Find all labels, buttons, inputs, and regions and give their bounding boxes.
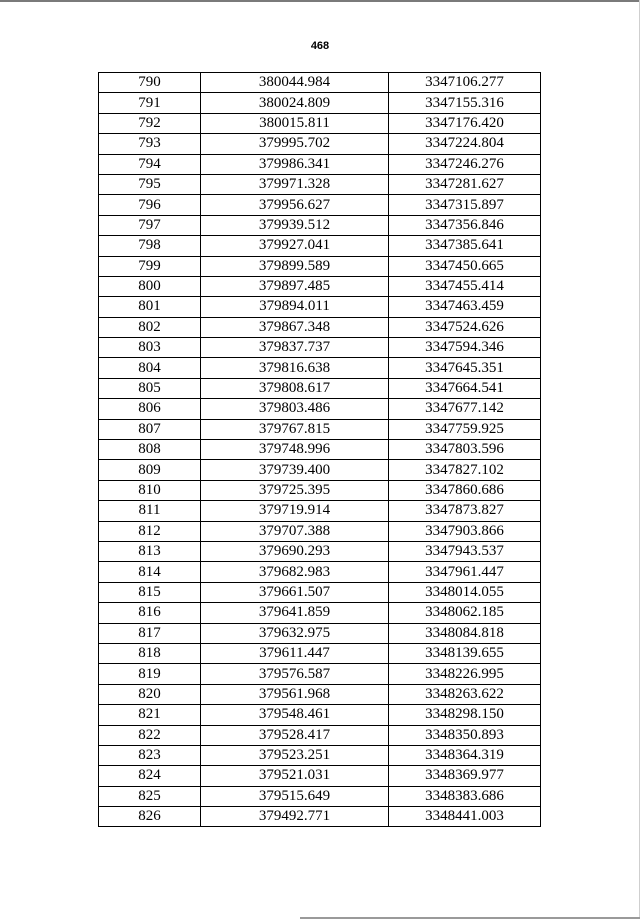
x-coordinate-cell: 379939.512 xyxy=(201,215,389,235)
point-number-cell: 795 xyxy=(99,174,201,194)
y-coordinate-cell: 3347645.351 xyxy=(389,358,541,378)
table-row xyxy=(99,215,541,235)
table-row xyxy=(99,643,541,663)
y-coordinate-cell: 3348364.319 xyxy=(389,745,541,765)
y-coordinate-cell: 3347827.102 xyxy=(389,460,541,480)
x-coordinate-cell: 380044.984 xyxy=(201,73,389,93)
table-row xyxy=(99,440,541,460)
point-number-cell: 826 xyxy=(99,807,201,827)
x-coordinate-cell: 379867.348 xyxy=(201,317,389,337)
y-coordinate-cell: 3347281.627 xyxy=(389,174,541,194)
y-coordinate-cell: 3347860.686 xyxy=(389,480,541,500)
point-number-cell: 791 xyxy=(99,93,201,113)
y-coordinate-cell: 3348084.818 xyxy=(389,623,541,643)
point-number-cell: 798 xyxy=(99,236,201,256)
x-coordinate-cell: 379808.617 xyxy=(201,378,389,398)
point-number-cell: 821 xyxy=(99,705,201,725)
y-coordinate-cell: 3348369.977 xyxy=(389,766,541,786)
coordinate-table xyxy=(98,72,541,827)
y-coordinate-cell: 3348350.893 xyxy=(389,725,541,745)
x-coordinate-cell: 379682.983 xyxy=(201,562,389,582)
x-coordinate-cell: 379956.627 xyxy=(201,195,389,215)
y-coordinate-cell: 3347356.846 xyxy=(389,215,541,235)
y-coordinate-cell: 3348263.622 xyxy=(389,684,541,704)
point-number-cell: 801 xyxy=(99,297,201,317)
table-row xyxy=(99,297,541,317)
coordinate-table-body xyxy=(99,73,541,827)
table-row xyxy=(99,623,541,643)
x-coordinate-cell: 379576.587 xyxy=(201,664,389,684)
table-row xyxy=(99,582,541,602)
point-number-cell: 799 xyxy=(99,256,201,276)
point-number-cell: 807 xyxy=(99,419,201,439)
table-row xyxy=(99,317,541,337)
table-row xyxy=(99,419,541,439)
y-coordinate-cell: 3347106.277 xyxy=(389,73,541,93)
table-row xyxy=(99,521,541,541)
table-row xyxy=(99,113,541,133)
table-row xyxy=(99,541,541,561)
point-number-cell: 805 xyxy=(99,378,201,398)
x-coordinate-cell: 379719.914 xyxy=(201,501,389,521)
point-number-cell: 803 xyxy=(99,338,201,358)
x-coordinate-cell: 379837.737 xyxy=(201,338,389,358)
table-row xyxy=(99,256,541,276)
point-number-cell: 796 xyxy=(99,195,201,215)
page-number: 468 xyxy=(310,40,330,52)
table-row xyxy=(99,705,541,725)
point-number-cell: 790 xyxy=(99,73,201,93)
table-row xyxy=(99,460,541,480)
y-coordinate-cell: 3347903.866 xyxy=(389,521,541,541)
table-row xyxy=(99,562,541,582)
x-coordinate-cell: 380015.811 xyxy=(201,113,389,133)
x-coordinate-cell: 379641.859 xyxy=(201,603,389,623)
y-coordinate-cell: 3347677.142 xyxy=(389,399,541,419)
point-number-cell: 812 xyxy=(99,521,201,541)
y-coordinate-cell: 3347803.596 xyxy=(389,440,541,460)
point-number-cell: 804 xyxy=(99,358,201,378)
x-coordinate-cell: 380024.809 xyxy=(201,93,389,113)
y-coordinate-cell: 3348298.150 xyxy=(389,705,541,725)
table-row xyxy=(99,684,541,704)
x-coordinate-cell: 379986.341 xyxy=(201,154,389,174)
point-number-cell: 800 xyxy=(99,276,201,296)
x-coordinate-cell: 379528.417 xyxy=(201,725,389,745)
point-number-cell: 810 xyxy=(99,480,201,500)
point-number-cell: 811 xyxy=(99,501,201,521)
point-number-cell: 794 xyxy=(99,154,201,174)
x-coordinate-cell: 379767.815 xyxy=(201,419,389,439)
x-coordinate-cell: 379894.011 xyxy=(201,297,389,317)
point-number-cell: 793 xyxy=(99,134,201,154)
table-row xyxy=(99,195,541,215)
table-row xyxy=(99,174,541,194)
y-coordinate-cell: 3348226.995 xyxy=(389,664,541,684)
table-row xyxy=(99,236,541,256)
point-number-cell: 806 xyxy=(99,399,201,419)
y-coordinate-cell: 3348383.686 xyxy=(389,786,541,806)
point-number-cell: 802 xyxy=(99,317,201,337)
table-row xyxy=(99,786,541,806)
y-coordinate-cell: 3347155.316 xyxy=(389,93,541,113)
x-coordinate-cell: 379995.702 xyxy=(201,134,389,154)
table-row xyxy=(99,73,541,93)
table-row xyxy=(99,338,541,358)
x-coordinate-cell: 379521.031 xyxy=(201,766,389,786)
y-coordinate-cell: 3348139.655 xyxy=(389,643,541,663)
point-number-cell: 814 xyxy=(99,562,201,582)
table-row xyxy=(99,480,541,500)
table-row xyxy=(99,134,541,154)
y-coordinate-cell: 3347873.827 xyxy=(389,501,541,521)
x-coordinate-cell: 379515.649 xyxy=(201,786,389,806)
table-row xyxy=(99,276,541,296)
point-number-cell: 824 xyxy=(99,766,201,786)
x-coordinate-cell: 379561.968 xyxy=(201,684,389,704)
x-coordinate-cell: 379971.328 xyxy=(201,174,389,194)
point-number-cell: 815 xyxy=(99,582,201,602)
point-number-cell: 823 xyxy=(99,745,201,765)
point-number-cell: 820 xyxy=(99,684,201,704)
y-coordinate-cell: 3347455.414 xyxy=(389,276,541,296)
point-number-cell: 808 xyxy=(99,440,201,460)
table-row xyxy=(99,664,541,684)
point-number-cell: 817 xyxy=(99,623,201,643)
table-row xyxy=(99,603,541,623)
x-coordinate-cell: 379707.388 xyxy=(201,521,389,541)
table-row xyxy=(99,745,541,765)
point-number-cell: 822 xyxy=(99,725,201,745)
point-number-cell: 792 xyxy=(99,113,201,133)
y-coordinate-cell: 3348062.185 xyxy=(389,603,541,623)
point-number-cell: 816 xyxy=(99,603,201,623)
x-coordinate-cell: 379611.447 xyxy=(201,643,389,663)
table-row xyxy=(99,501,541,521)
x-coordinate-cell: 379803.486 xyxy=(201,399,389,419)
y-coordinate-cell: 3348441.003 xyxy=(389,807,541,827)
table-row xyxy=(99,725,541,745)
x-coordinate-cell: 379816.638 xyxy=(201,358,389,378)
scan-edge-top xyxy=(0,0,640,2)
x-coordinate-cell: 379897.485 xyxy=(201,276,389,296)
table-row xyxy=(99,93,541,113)
x-coordinate-cell: 379725.395 xyxy=(201,480,389,500)
y-coordinate-cell: 3347224.804 xyxy=(389,134,541,154)
x-coordinate-cell: 379690.293 xyxy=(201,541,389,561)
x-coordinate-cell: 379739.400 xyxy=(201,460,389,480)
x-coordinate-cell: 379899.589 xyxy=(201,256,389,276)
x-coordinate-cell: 379661.507 xyxy=(201,582,389,602)
table-row xyxy=(99,358,541,378)
point-number-cell: 818 xyxy=(99,643,201,663)
y-coordinate-cell: 3347961.447 xyxy=(389,562,541,582)
table-row xyxy=(99,154,541,174)
x-coordinate-cell: 379548.461 xyxy=(201,705,389,725)
y-coordinate-cell: 3347463.459 xyxy=(389,297,541,317)
point-number-cell: 819 xyxy=(99,664,201,684)
y-coordinate-cell: 3347176.420 xyxy=(389,113,541,133)
y-coordinate-cell: 3347315.897 xyxy=(389,195,541,215)
y-coordinate-cell: 3347664.541 xyxy=(389,378,541,398)
x-coordinate-cell: 379748.996 xyxy=(201,440,389,460)
point-number-cell: 813 xyxy=(99,541,201,561)
y-coordinate-cell: 3347385.641 xyxy=(389,236,541,256)
x-coordinate-cell: 379523.251 xyxy=(201,745,389,765)
y-coordinate-cell: 3347594.346 xyxy=(389,338,541,358)
table-row xyxy=(99,766,541,786)
table-row xyxy=(99,378,541,398)
x-coordinate-cell: 379927.041 xyxy=(201,236,389,256)
table-row xyxy=(99,399,541,419)
y-coordinate-cell: 3347450.665 xyxy=(389,256,541,276)
y-coordinate-cell: 3348014.055 xyxy=(389,582,541,602)
table-row xyxy=(99,807,541,827)
x-coordinate-cell: 379632.975 xyxy=(201,623,389,643)
y-coordinate-cell: 3347246.276 xyxy=(389,154,541,174)
x-coordinate-cell: 379492.771 xyxy=(201,807,389,827)
point-number-cell: 809 xyxy=(99,460,201,480)
y-coordinate-cell: 3347759.925 xyxy=(389,419,541,439)
point-number-cell: 797 xyxy=(99,215,201,235)
y-coordinate-cell: 3347943.537 xyxy=(389,541,541,561)
point-number-cell: 825 xyxy=(99,786,201,806)
y-coordinate-cell: 3347524.626 xyxy=(389,317,541,337)
